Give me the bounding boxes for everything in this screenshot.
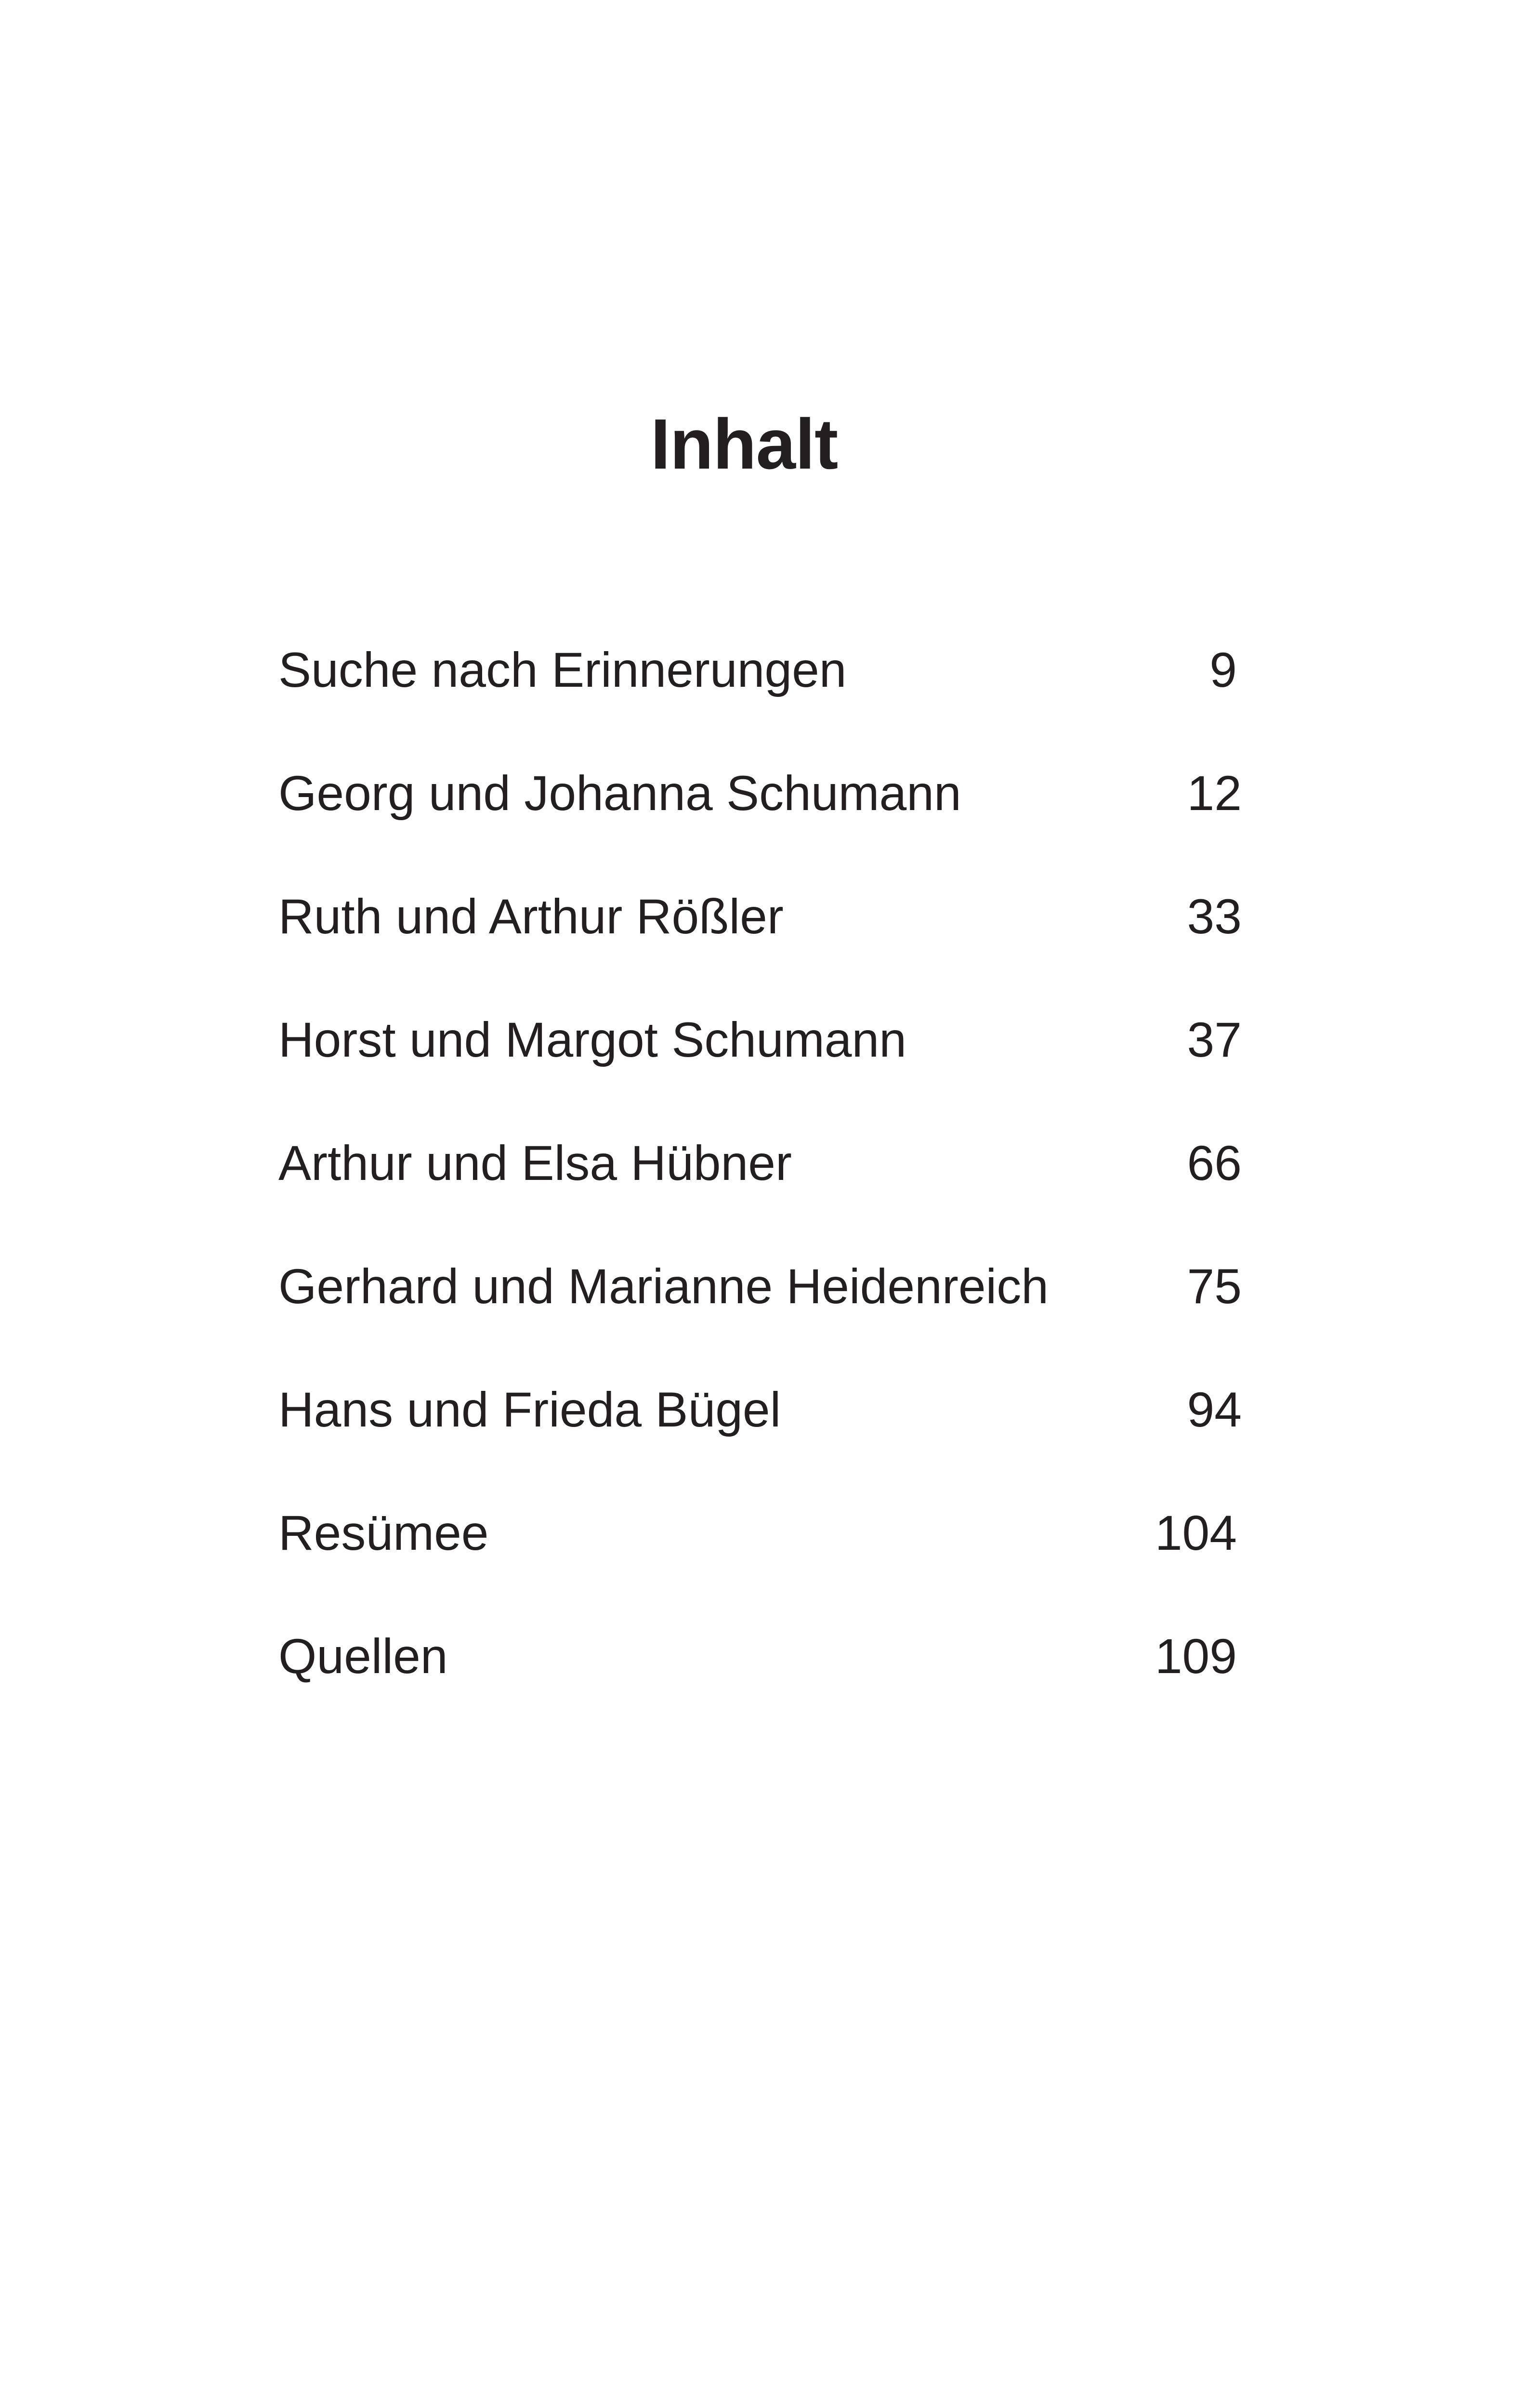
toc-entry-title: Quellen <box>278 1629 448 1684</box>
toc-entry <box>278 1382 1242 1508</box>
toc-entry-page: 12 <box>1187 766 1242 821</box>
toc-entry-title: Ruth und Arthur Rößler <box>278 889 784 944</box>
toc-entry <box>278 1629 1242 1755</box>
toc-entry <box>278 1136 1242 1262</box>
toc-entry-page: 104 <box>1155 1505 1237 1560</box>
toc-entry-page: 109 <box>1155 1629 1237 1684</box>
toc-entry-page: 37 <box>1187 1012 1242 1067</box>
toc-entry-title: Hans und Frieda Bügel <box>278 1382 781 1437</box>
toc-entry-title: Horst und Margot Schumann <box>278 1012 906 1067</box>
toc-entry-title: Resümee <box>278 1505 489 1560</box>
table-of-contents <box>278 642 1242 1755</box>
toc-entry-page: 94 <box>1187 1382 1242 1437</box>
toc-entry-title: Gerhard und Marianne Heidenreich <box>278 1259 1049 1314</box>
toc-entry-page: 75 <box>1187 1259 1242 1314</box>
toc-entry <box>278 1012 1242 1139</box>
toc-entry <box>278 642 1242 769</box>
toc-entry-page: 33 <box>1187 889 1242 944</box>
toc-entry-title: Suche nach Erinnerungen <box>278 642 847 697</box>
toc-entry <box>278 889 1242 1015</box>
toc-entry <box>278 766 1242 892</box>
toc-entry <box>278 1259 1242 1385</box>
toc-entry-page: 66 <box>1187 1136 1242 1191</box>
toc-entry-title: Arthur und Elsa Hübner <box>278 1136 792 1191</box>
toc-entry <box>278 1505 1242 1632</box>
toc-entry-title: Georg und Johanna Schumann <box>278 766 961 821</box>
toc-entry-page: 9 <box>1209 642 1237 697</box>
page-title: Inhalt <box>650 405 838 484</box>
